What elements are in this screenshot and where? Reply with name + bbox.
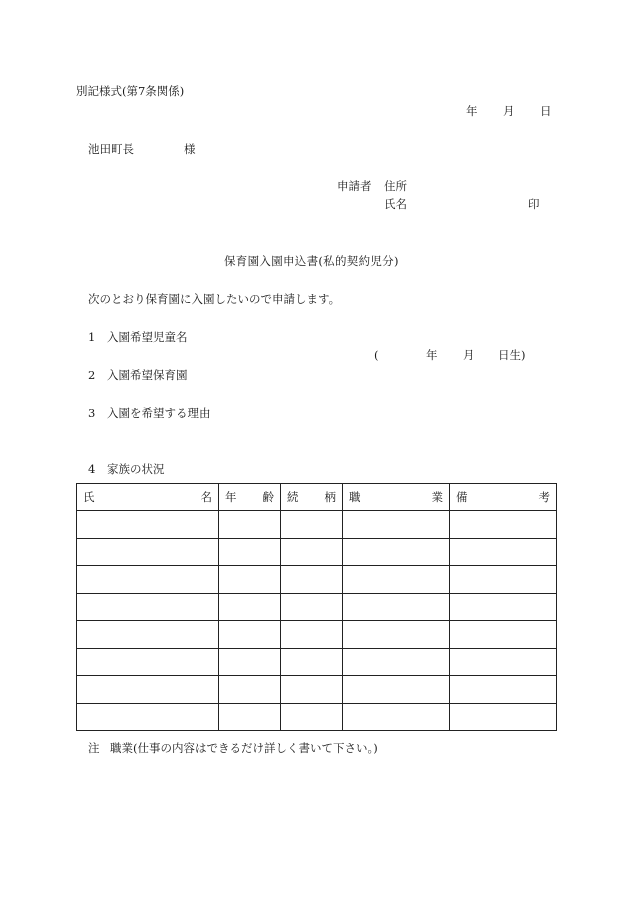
table-cell[interactable] bbox=[219, 676, 281, 704]
item-number: 2 bbox=[88, 368, 96, 382]
table-cell[interactable] bbox=[77, 676, 219, 704]
form-title: 保育園入園申込書(私的契約児分) bbox=[224, 254, 399, 268]
table-cell[interactable] bbox=[281, 511, 343, 539]
table-cell[interactable] bbox=[343, 676, 450, 704]
table-cell[interactable] bbox=[77, 703, 219, 731]
table-row bbox=[77, 511, 557, 539]
table-row bbox=[77, 676, 557, 704]
note-text: 職業(仕事の内容はできるだけ詳しく書いて下さい。) bbox=[110, 741, 378, 755]
header-relationship: 続 柄 bbox=[281, 484, 343, 511]
date-month-label: 月 bbox=[503, 104, 515, 118]
table-cell[interactable] bbox=[219, 566, 281, 594]
family-table bbox=[76, 483, 557, 731]
intro-text: 次のとおり保育園に入園したいので申請します。 bbox=[88, 292, 341, 306]
header-remarks: 備 考 bbox=[450, 484, 557, 511]
table-cell[interactable] bbox=[77, 566, 219, 594]
table-cell[interactable] bbox=[450, 703, 557, 731]
table-cell[interactable] bbox=[343, 566, 450, 594]
table-cell[interactable] bbox=[450, 621, 557, 649]
table-cell[interactable] bbox=[281, 703, 343, 731]
table-row bbox=[77, 566, 557, 594]
table-cell[interactable] bbox=[77, 538, 219, 566]
date-year-label: 年 bbox=[466, 104, 478, 118]
table-cell[interactable] bbox=[450, 566, 557, 594]
addressee-honorific: 様 bbox=[184, 142, 196, 156]
item-family-label: 家族の状況 bbox=[107, 462, 165, 476]
item-reason-label: 入園を希望する理由 bbox=[107, 406, 211, 420]
table-row bbox=[77, 538, 557, 566]
addressee-name: 池田町長 bbox=[88, 142, 134, 156]
table-cell[interactable] bbox=[281, 676, 343, 704]
table-cell[interactable] bbox=[219, 593, 281, 621]
item-number: 4 bbox=[88, 462, 96, 476]
table-cell[interactable] bbox=[450, 648, 557, 676]
table-row bbox=[77, 703, 557, 731]
table-cell[interactable] bbox=[343, 511, 450, 539]
item-number: 3 bbox=[88, 406, 96, 420]
table-cell[interactable] bbox=[219, 621, 281, 649]
birth-year-label: 年 bbox=[426, 348, 438, 362]
table-cell[interactable] bbox=[343, 621, 450, 649]
table-cell[interactable] bbox=[450, 538, 557, 566]
applicant-label: 申請者 bbox=[337, 179, 372, 193]
table-cell[interactable] bbox=[343, 538, 450, 566]
header-age: 年 齢 bbox=[219, 484, 281, 511]
table-cell[interactable] bbox=[77, 648, 219, 676]
table-row bbox=[77, 621, 557, 649]
table-cell[interactable] bbox=[281, 593, 343, 621]
table-cell[interactable] bbox=[77, 593, 219, 621]
date-day-label: 日 bbox=[540, 104, 552, 118]
birth-open-paren: ( bbox=[374, 348, 379, 362]
table-cell[interactable] bbox=[450, 511, 557, 539]
table-cell[interactable] bbox=[281, 538, 343, 566]
header-occupation: 職 業 bbox=[343, 484, 450, 511]
seal-mark: 印 bbox=[528, 197, 540, 211]
table-cell[interactable] bbox=[450, 593, 557, 621]
table-row bbox=[77, 648, 557, 676]
header-name: 氏 名 bbox=[77, 484, 219, 511]
table-cell[interactable] bbox=[343, 703, 450, 731]
table-cell[interactable] bbox=[281, 566, 343, 594]
table-cell[interactable] bbox=[343, 593, 450, 621]
item-nursery-label: 入園希望保育園 bbox=[107, 368, 188, 382]
applicant-name-label: 氏名 bbox=[384, 197, 407, 211]
table-cell[interactable] bbox=[219, 703, 281, 731]
table-cell[interactable] bbox=[219, 538, 281, 566]
table-cell[interactable] bbox=[450, 676, 557, 704]
table-cell[interactable] bbox=[219, 648, 281, 676]
note-label: 注 bbox=[88, 741, 100, 755]
applicant-address-label: 住所 bbox=[384, 179, 407, 193]
birth-month-label: 月 bbox=[463, 348, 475, 362]
table-cell[interactable] bbox=[77, 511, 219, 539]
family-table-header-row bbox=[77, 484, 557, 511]
table-cell[interactable] bbox=[281, 648, 343, 676]
item-child-name-label: 入園希望児童名 bbox=[107, 330, 188, 344]
table-cell[interactable] bbox=[343, 648, 450, 676]
birth-day-label: 日生) bbox=[498, 348, 526, 362]
table-cell[interactable] bbox=[77, 621, 219, 649]
form-reference: 別記様式(第7条関係) bbox=[76, 84, 185, 98]
table-cell[interactable] bbox=[281, 621, 343, 649]
table-cell[interactable] bbox=[219, 511, 281, 539]
item-number: 1 bbox=[88, 330, 96, 344]
table-row bbox=[77, 593, 557, 621]
